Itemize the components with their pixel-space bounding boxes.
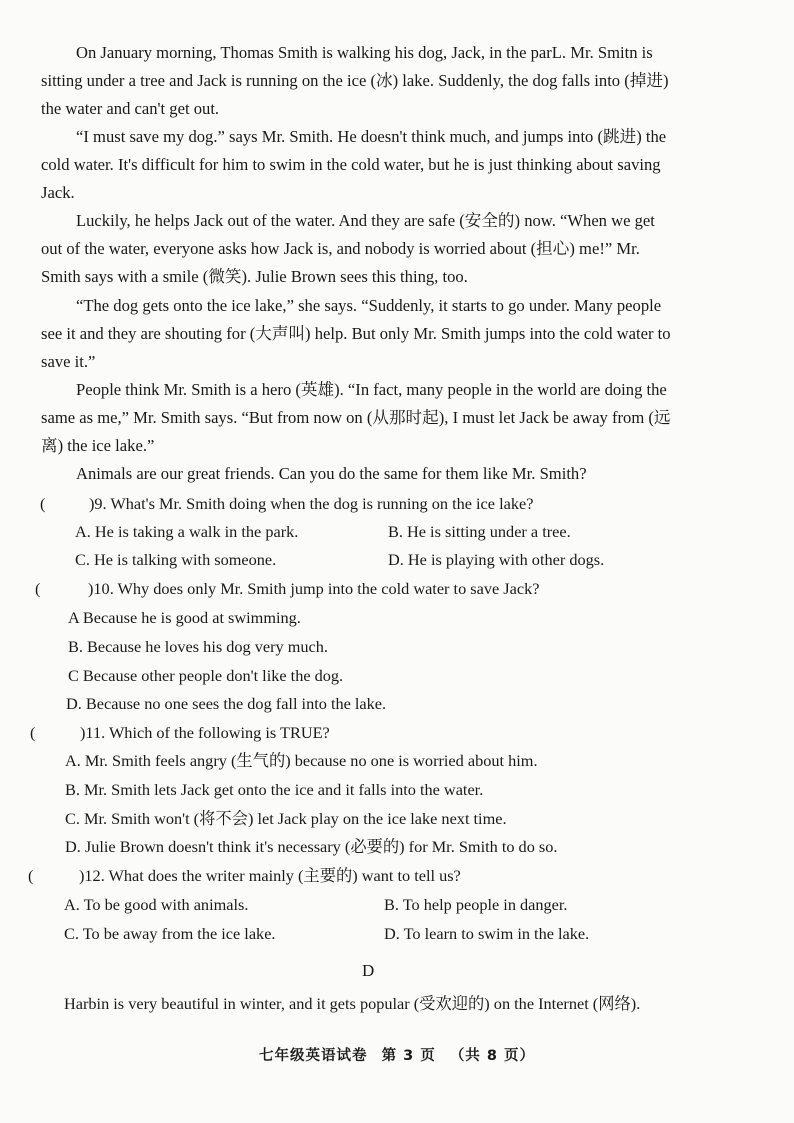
footer-total: （共 8 页） [449, 1048, 535, 1064]
option-a: A. To be good with animals. [64, 895, 249, 914]
passage-line: Animals are our great friends. Can you do the same for them like Mr. Smith? [76, 464, 587, 483]
option-d: D. To learn to swim in the lake. [384, 924, 590, 943]
passage-line: Harbin is very beautiful in winter, and it gets popular (受欢迎的) on the Internet (网络). [64, 994, 641, 1013]
question-stem: )12. What does the writer mainly (主要的) want to tell us? [79, 866, 461, 885]
passage-line: On January morning, Thomas Smith is walking his dog, Jack, in the parL. Mr. Smitn is [76, 43, 653, 62]
passage-line: Jack. [41, 183, 75, 202]
option-b: B. He is sitting under a tree. [388, 522, 571, 541]
answer-bracket[interactable]: ( [40, 494, 46, 513]
option-d: D. He is playing with other dogs. [388, 550, 605, 569]
passage-line: Smith says with a smile (微笑). Julie Brown sees this thing, too. [41, 267, 468, 286]
option-a: A. Mr. Smith feels angry (生气的) because no one is worried about him. [65, 751, 538, 770]
option-c: C. Mr. Smith won't (将不会) let Jack play on the ice lake next time. [65, 809, 507, 828]
passage-line: sitting under a tree and Jack is running on the ice (冰) lake. Suddenly, the dog falls into (掉进) [41, 71, 669, 90]
footer-page: 第 3 页 [381, 1048, 436, 1064]
option-c: C. To be away from the ice lake. [64, 924, 276, 943]
answer-bracket[interactable]: ( [35, 579, 41, 598]
option-d: D. Julie Brown doesn't think it's necessary (必要的) for Mr. Smith to do so. [65, 837, 558, 856]
answer-bracket[interactable]: ( [30, 723, 36, 742]
passage-line: out of the water, everyone asks how Jack is, and nobody is worried about (担心) me!” Mr. [41, 239, 640, 258]
option-b: B. To help people in danger. [384, 895, 568, 914]
option-c: C. He is talking with someone. [75, 550, 277, 569]
passage-line: Luckily, he helps Jack out of the water. And they are safe (安全的) now. “When we get [76, 211, 655, 230]
passage-line: 离) the ice lake.” [41, 436, 155, 455]
option-c: C Because other people don't like the dog. [68, 666, 344, 685]
question-stem: )10. Why does only Mr. Smith jump into the cold water to save Jack? [88, 579, 540, 598]
page-footer [0, 1044, 794, 1065]
option-a: A. He is taking a walk in the park. [75, 522, 299, 541]
option-b: B. Mr. Smith lets Jack get onto the ice and it falls into the water. [65, 780, 484, 799]
passage-line: same as me,” Mr. Smith says. “But from now on (从那时起), I must let Jack be away from (远 [41, 408, 671, 427]
option-a: A Because he is good at swimming. [68, 608, 301, 627]
footer-title: 七年级英语试卷 [259, 1048, 368, 1064]
passage-line: People think Mr. Smith is a hero (英雄). “In fact, many people in the world are doing the [76, 380, 667, 399]
question-stem: )11. Which of the following is TRUE? [80, 723, 330, 742]
passage-line: cold water. It's difficult for him to swim in the cold water, but he is just thinking about saving [41, 155, 661, 174]
option-d: D. Because no one sees the dog fall into the lake. [66, 694, 387, 713]
option-b: B. Because he loves his dog very much. [68, 637, 328, 656]
passage-line: see it and they are shouting for (大声叫) help. But only Mr. Smith jumps into the cold water to [41, 324, 671, 343]
passage-line: “I must save my dog.” says Mr. Smith. He doesn't think much, and jumps into (跳进) the [76, 127, 667, 146]
passage-line: the water and can't get out. [41, 99, 220, 118]
question-stem: )9. What's Mr. Smith doing when the dog is running on the ice lake? [89, 494, 534, 513]
answer-bracket[interactable]: ( [28, 866, 34, 885]
passage-line: “The dog gets onto the ice lake,” she says. “Suddenly, it starts to go under. Many people [76, 296, 662, 315]
section-heading: D [362, 961, 375, 980]
passage-line: save it.” [41, 352, 96, 371]
